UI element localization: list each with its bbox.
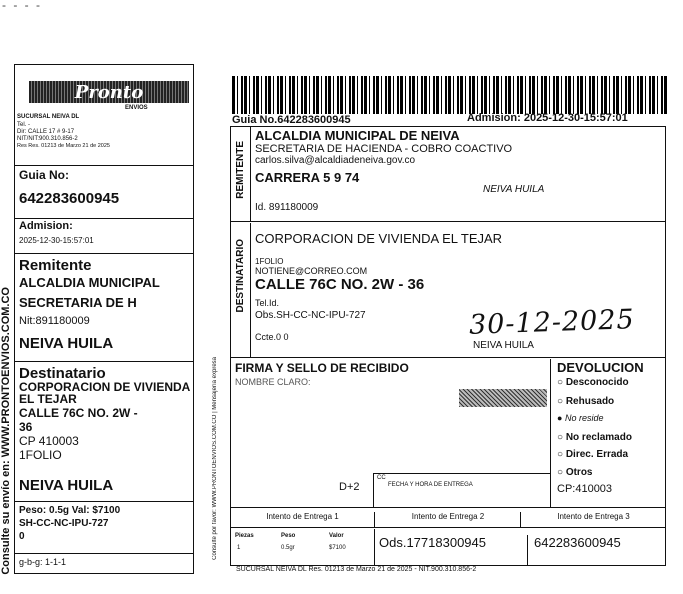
- dest-header: Destinatario: [19, 365, 106, 382]
- rem-dept: SECRETARIA DE HACIENDA - COBRO COACTIVO: [255, 143, 513, 155]
- devolucion-cp: CP:410003: [557, 483, 613, 495]
- dest-box: [15, 363, 192, 501]
- dest-cp: CP 410003: [19, 434, 79, 448]
- devolucion-box: [553, 359, 665, 507]
- dest-obs-main: Obs.SH-CC-NC-IPU-727: [255, 310, 366, 321]
- firma-box: [231, 359, 551, 507]
- rem-address: CARRERA 5 9 74: [255, 170, 360, 185]
- piezas-table: Piezas Peso Valor 1 0.5gr $7100: [231, 529, 375, 565]
- firma-header: FIRMA Y SELLO DE RECIBIDO: [235, 361, 409, 375]
- remitente-tag: REMITENTE: [231, 127, 251, 221]
- stamp-smudge: [459, 389, 547, 407]
- destinatario-tag: DESTINATARIO: [231, 223, 251, 357]
- dest-address-2: 36: [19, 420, 33, 434]
- header-block: [15, 65, 192, 165]
- intento-1: Intento de Entrega 1: [231, 512, 375, 527]
- footer-code: g-b-g: 1-1-1: [19, 557, 67, 567]
- radio-filled-icon: ●: [557, 413, 563, 423]
- branch-nit: NIT/NIT:900.310.856-2: [17, 136, 78, 142]
- intentos-row: [231, 509, 665, 527]
- logo-sub: ENVIOS: [125, 105, 148, 111]
- main-admission-label: Admision: 2025-12-30-15:57:01: [467, 112, 628, 124]
- side-website-text: Consulte su envío en: WWW.PRONTOENVIOS.COM.CO: [0, 287, 12, 575]
- main-label: [230, 126, 666, 566]
- main-side-text: Consulte por favor: WWW.PRONTOENVIOS.COM.CO | Mensajería expresa: [212, 357, 218, 560]
- left-label: [14, 64, 194, 574]
- fecha-box: CC FECHA Y HORA DE ENTREGA: [373, 473, 551, 507]
- admission-header: Admision:: [19, 220, 73, 232]
- radio-empty-icon: ○: [557, 467, 564, 478]
- zero-value: 0: [19, 531, 25, 542]
- barcode: [232, 76, 668, 114]
- dest-address-1: CALLE 76C NO. 2W -: [19, 406, 138, 420]
- guide-number: 642283600945: [19, 190, 120, 207]
- main-guide-label: Guia No.642283600945: [232, 114, 351, 126]
- dest-folio: 1FOLIO: [19, 448, 62, 462]
- reference: SH-CC-NC-IPU-727: [19, 518, 109, 529]
- branch-dir: Dir: CALLE 17 # 9-17: [17, 129, 75, 135]
- devolucion-option[interactable]: ○ Rehusado: [557, 396, 615, 407]
- guide-number-bottom: 642283600945: [527, 535, 621, 565]
- sender-name-1: ALCALDIA MUNICIPAL: [19, 275, 160, 290]
- dest-address-main: CALLE 76C NO. 2W - 36: [255, 276, 425, 293]
- radio-empty-icon: ○: [557, 432, 564, 443]
- sender-nit: Nit:891180009: [19, 315, 90, 327]
- handwritten-date: 30-12-2025: [468, 304, 636, 341]
- ods-number: Ods.17718300945: [379, 535, 486, 550]
- dest-tel-main: Tel.Id.: [255, 298, 280, 308]
- bottom-row: [231, 529, 665, 565]
- radio-empty-icon: ○: [557, 377, 564, 388]
- nombre-claro: NOMBRE CLARO:: [235, 377, 311, 387]
- scan-marks: - - - -: [2, 0, 42, 12]
- branch-name: SUCURSAL NEIVA DL: [17, 114, 80, 120]
- rem-email: carlos.silva@alcaldiadeneiva.gov.co: [255, 155, 416, 166]
- devolucion-option[interactable]: ● No reside: [557, 413, 604, 423]
- weight: Peso: 0.5g Val: $7100: [19, 505, 121, 516]
- sender-box: [15, 255, 192, 359]
- admission-date: 2025-12-30-15:57:01: [19, 236, 94, 245]
- sender-name-2: SECRETARIA DE H: [19, 295, 137, 310]
- sender-header: Remitente: [19, 257, 92, 274]
- devolucion-header: DEVOLUCION: [557, 360, 644, 375]
- devolucion-option[interactable]: ○ Desconocido: [557, 377, 629, 388]
- dest-folio-main: 1FOLIO: [255, 257, 284, 266]
- radio-empty-icon: ○: [557, 449, 564, 460]
- rem-id: Id. 891180009: [255, 202, 319, 213]
- sender-city: NEIVA HUILA: [19, 335, 114, 352]
- radio-empty-icon: ○: [557, 396, 564, 407]
- guide-box: [15, 166, 192, 218]
- rem-city: NEIVA HUILA: [483, 184, 545, 195]
- dest-name: CORPORACION DE VIVIENDA EL TEJAR: [19, 380, 190, 406]
- rem-name: ALCALDIA MUNICIPAL DE NEIVA: [255, 128, 460, 143]
- devolucion-option[interactable]: ○ Otros: [557, 467, 593, 478]
- branch-tel: Tel. -: [17, 122, 31, 128]
- main-footer: SUCURSAL NEIVA DL Res. 01213 de Marzo 21 de 2025 - NIT.900.310.856-2: [236, 566, 477, 573]
- pronto-logo: Pronto: [29, 81, 189, 103]
- admission-box: [15, 219, 192, 251]
- dest-city: NEIVA HUILA: [19, 477, 114, 494]
- branch-res: Res Res. 01213 de Marzo 21 de 2025: [17, 143, 110, 149]
- d2-label: D+2: [339, 481, 360, 493]
- dest-name-main: CORPORACION DE VIVIENDA EL TEJAR: [255, 231, 503, 246]
- devolucion-option[interactable]: ○ No reclamado: [557, 432, 632, 443]
- devolucion-option[interactable]: ○ Direc. Errada: [557, 449, 629, 460]
- intento-2: Intento de Entrega 2: [376, 512, 521, 527]
- intento-3: Intento de Entrega 3: [557, 512, 630, 521]
- dest-ccte-main: Ccte.0 0: [255, 332, 289, 342]
- weight-box: [15, 503, 192, 553]
- guide-header: Guia No:: [19, 168, 69, 182]
- dest-city-main: NEIVA HUILA: [473, 340, 534, 351]
- dest-email-main: NOTIENE@CORREO.COM: [255, 266, 368, 276]
